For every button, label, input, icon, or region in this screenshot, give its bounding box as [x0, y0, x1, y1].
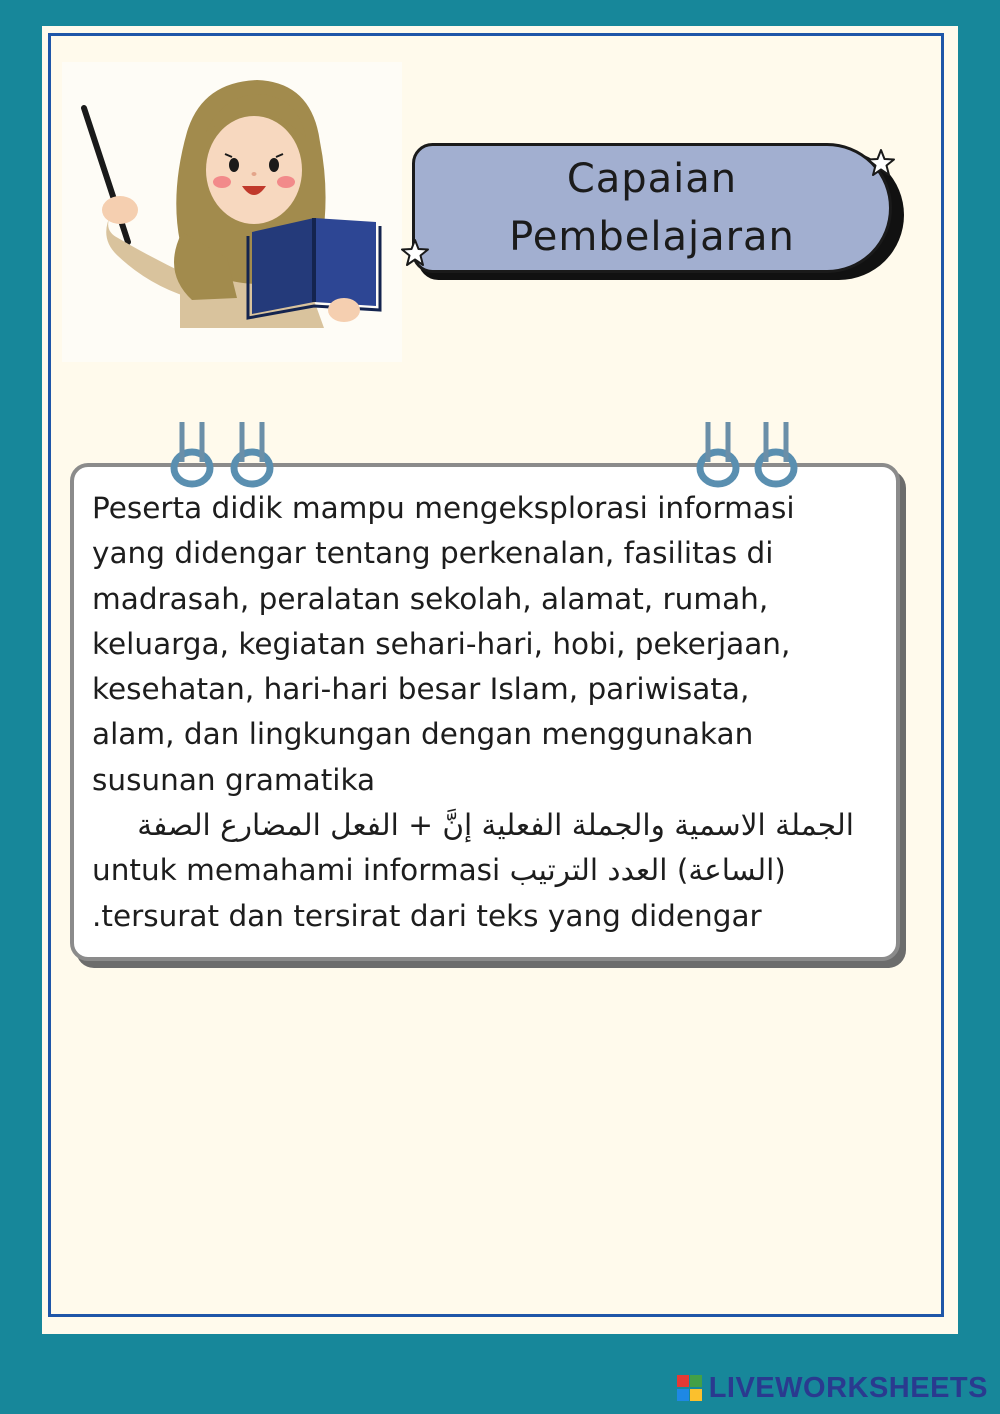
text-line: susunan gramatika — [92, 762, 376, 797]
text-line: keluarga, kegiatan sehari-hari, hobi, pekerjaan, — [92, 626, 791, 661]
title-box — [412, 143, 892, 273]
text-line: madrasah, peralatan sekolah, alamat, rumah, — [92, 581, 769, 616]
watermark-text: LIVEWORKSHEETS — [708, 1371, 988, 1404]
liveworksheets-logo — [677, 1375, 703, 1401]
text-line: yang didengar tentang perkenalan, fasilitas di — [92, 536, 774, 571]
star-icon — [400, 238, 430, 268]
mixed-line-latin: untuk memahami informasi — [92, 853, 501, 888]
text-line: Peserta didik mampu mengeksplorasi informasi — [92, 491, 795, 525]
text-line: alam, dan lingkungan dengan menggunakan — [92, 717, 754, 752]
mixed-line-arabic: (الساعة) العدد الترتيب — [509, 853, 786, 888]
star-icon — [866, 148, 896, 178]
mixed-text-line — [92, 848, 882, 893]
text-line: .tersurat dan tersirat dari teks yang didengar — [92, 898, 762, 933]
text-line: kesehatan, hari-hari besar Islam, pariwisata, — [92, 672, 750, 707]
teacher-illustration — [62, 62, 402, 362]
title-line-1: Capaian — [566, 156, 738, 202]
title-line-2: Pembelajaran — [509, 214, 795, 260]
arabic-text-line: الجملة الاسمية والجملة الفعلية إنَّ + الفعل المضارع الصفة — [137, 808, 854, 843]
learning-outcome-text — [92, 486, 882, 939]
liveworksheets-watermark — [677, 1370, 988, 1406]
